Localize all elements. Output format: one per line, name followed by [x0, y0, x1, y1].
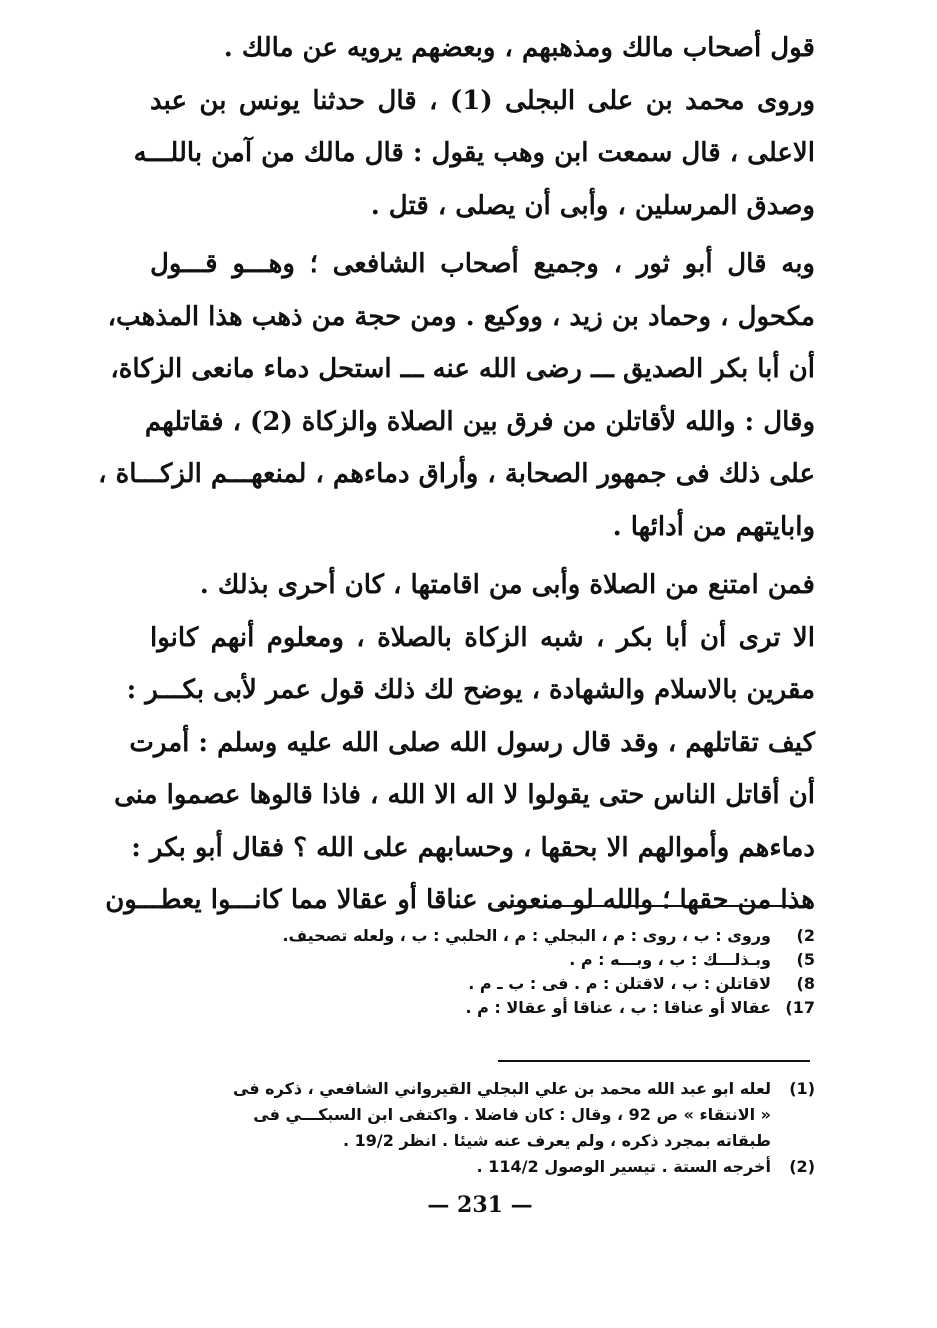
- text-line: أن أقاتل الناس حتى يقولوا لا اله الا الله ، فاذا قالوها عصموا منى: [114, 780, 815, 810]
- text-line: مقرين بالاسلام والشهادة ، يوضح لك ذلك قول عمر لأبى بكـــر :: [126, 675, 815, 705]
- variant-note: [150, 924, 815, 948]
- page-number: — 231 —: [427, 1192, 533, 1218]
- text-line: وصدق المرسلين ، وأبى أن يصلى ، قتل .: [370, 190, 815, 221]
- text-line: وقال : والله لأقاتلن من فرق بين الصلاة والزكاة (2) ، فقاتلهم: [144, 406, 815, 437]
- text-line: الا ترى أن أبا بكر ، شبه الزكاة بالصلاة ، ومعلوم أنهم كانوا: [150, 622, 815, 653]
- footnote: [150, 1154, 815, 1180]
- text-line: على ذلك فى جمهور الصحابة ، وأراق دماءهم ، لمنعهـــم الزكـــاة ،: [98, 459, 815, 489]
- note-number: 5): [796, 950, 815, 969]
- note-text: وبـذلـــك : ب ، وبـــه : م .: [569, 950, 771, 969]
- footnote-text: « الانتقاء » ص 92 ، وقال : كان فاضلا . واكتفى ابن السبكـــي فى: [253, 1105, 771, 1124]
- text-line: قول أصحاب مالك ومذهبهم ، وبعضهم يرويه عن مالك .: [223, 33, 815, 63]
- note-number: 2): [796, 926, 815, 945]
- text-line: أن أبا بكر الصديق ـــ رضى الله عنه ـــ استحل دماء مانعى الزكاة،: [110, 354, 815, 384]
- note-text: عقالا أو عناقا : ب ، عناقا أو عقالا : م .: [465, 998, 771, 1017]
- footnote-text: لعله ابو عبد الله محمد بن علي البجلي القيرواني الشافعي ، ذكره فى: [232, 1079, 771, 1098]
- footnotes: [150, 1076, 815, 1180]
- footnote-number: (1): [789, 1079, 815, 1098]
- footnote: [150, 1102, 815, 1128]
- note-number: 8): [796, 974, 815, 993]
- text-line: مكحول ، وحماد بن زيد ، ووكيع . ومن حجة من ذهب هذا المذهب،: [107, 301, 815, 332]
- footnote: [150, 1076, 815, 1102]
- text-line: دماءهم وأموالهم الا بحقها ، وحسابهم على الله ؟ فقال أبو بكر :: [131, 832, 815, 863]
- text-line: فمن امتنع من الصلاة وأبى من اقامتها ، كان أحرى بذلك .: [199, 570, 815, 600]
- footnote-number: [771, 1102, 815, 1128]
- note-text: وروى : ب ، روى : م ، البجلي : م ، الحلبي : ب ، ولعله تصحيف.: [282, 926, 771, 945]
- note-text: لاقاتلن : ب ، لاقتلن : م . فى : ب ـ م .: [468, 974, 771, 993]
- footnote: [150, 1128, 815, 1154]
- text-line: وبه قال أبو ثور ، وجميع أصحاب الشافعى ؛ وهـــو قـــول: [150, 249, 815, 279]
- variant-note: [150, 972, 815, 996]
- text-line: هذا من حقها ؛ والله لو منعونى عناقا أو عقالا مما كانـــوا يعطـــون: [105, 885, 815, 915]
- variant-note: [150, 948, 815, 972]
- text-line: الاعلى ، قال سمعت ابن وهب يقول : قال مالك من آمن باللـــه: [133, 138, 815, 168]
- note-number: 17): [785, 998, 815, 1017]
- variant-notes: [150, 924, 815, 1020]
- footnote-number: (2): [789, 1157, 815, 1176]
- variant-note: [150, 996, 815, 1020]
- footnote-number: [771, 1128, 815, 1154]
- footnote-divider: [498, 1060, 810, 1062]
- footnote-text: أخرجه الستة . تيسير الوصول 114/2 .: [476, 1157, 771, 1176]
- footnote-text: طبقاته بمجرد ذكره ، ولم يعرف عنه شيئا . انظر 19/2 .: [342, 1131, 771, 1150]
- text-line: وروى محمد بن على البجلى (1) ، قال حدثنا يونس بن عبد: [150, 85, 816, 116]
- body-text: [98, 22, 816, 927]
- footnote-divider: [498, 905, 810, 907]
- text-line: كيف تقاتلهم ، وقد قال رسول الله صلى الله عليه وسلم : أمرت: [129, 727, 815, 758]
- text-line: وابايتهم من أدائها .: [612, 511, 815, 542]
